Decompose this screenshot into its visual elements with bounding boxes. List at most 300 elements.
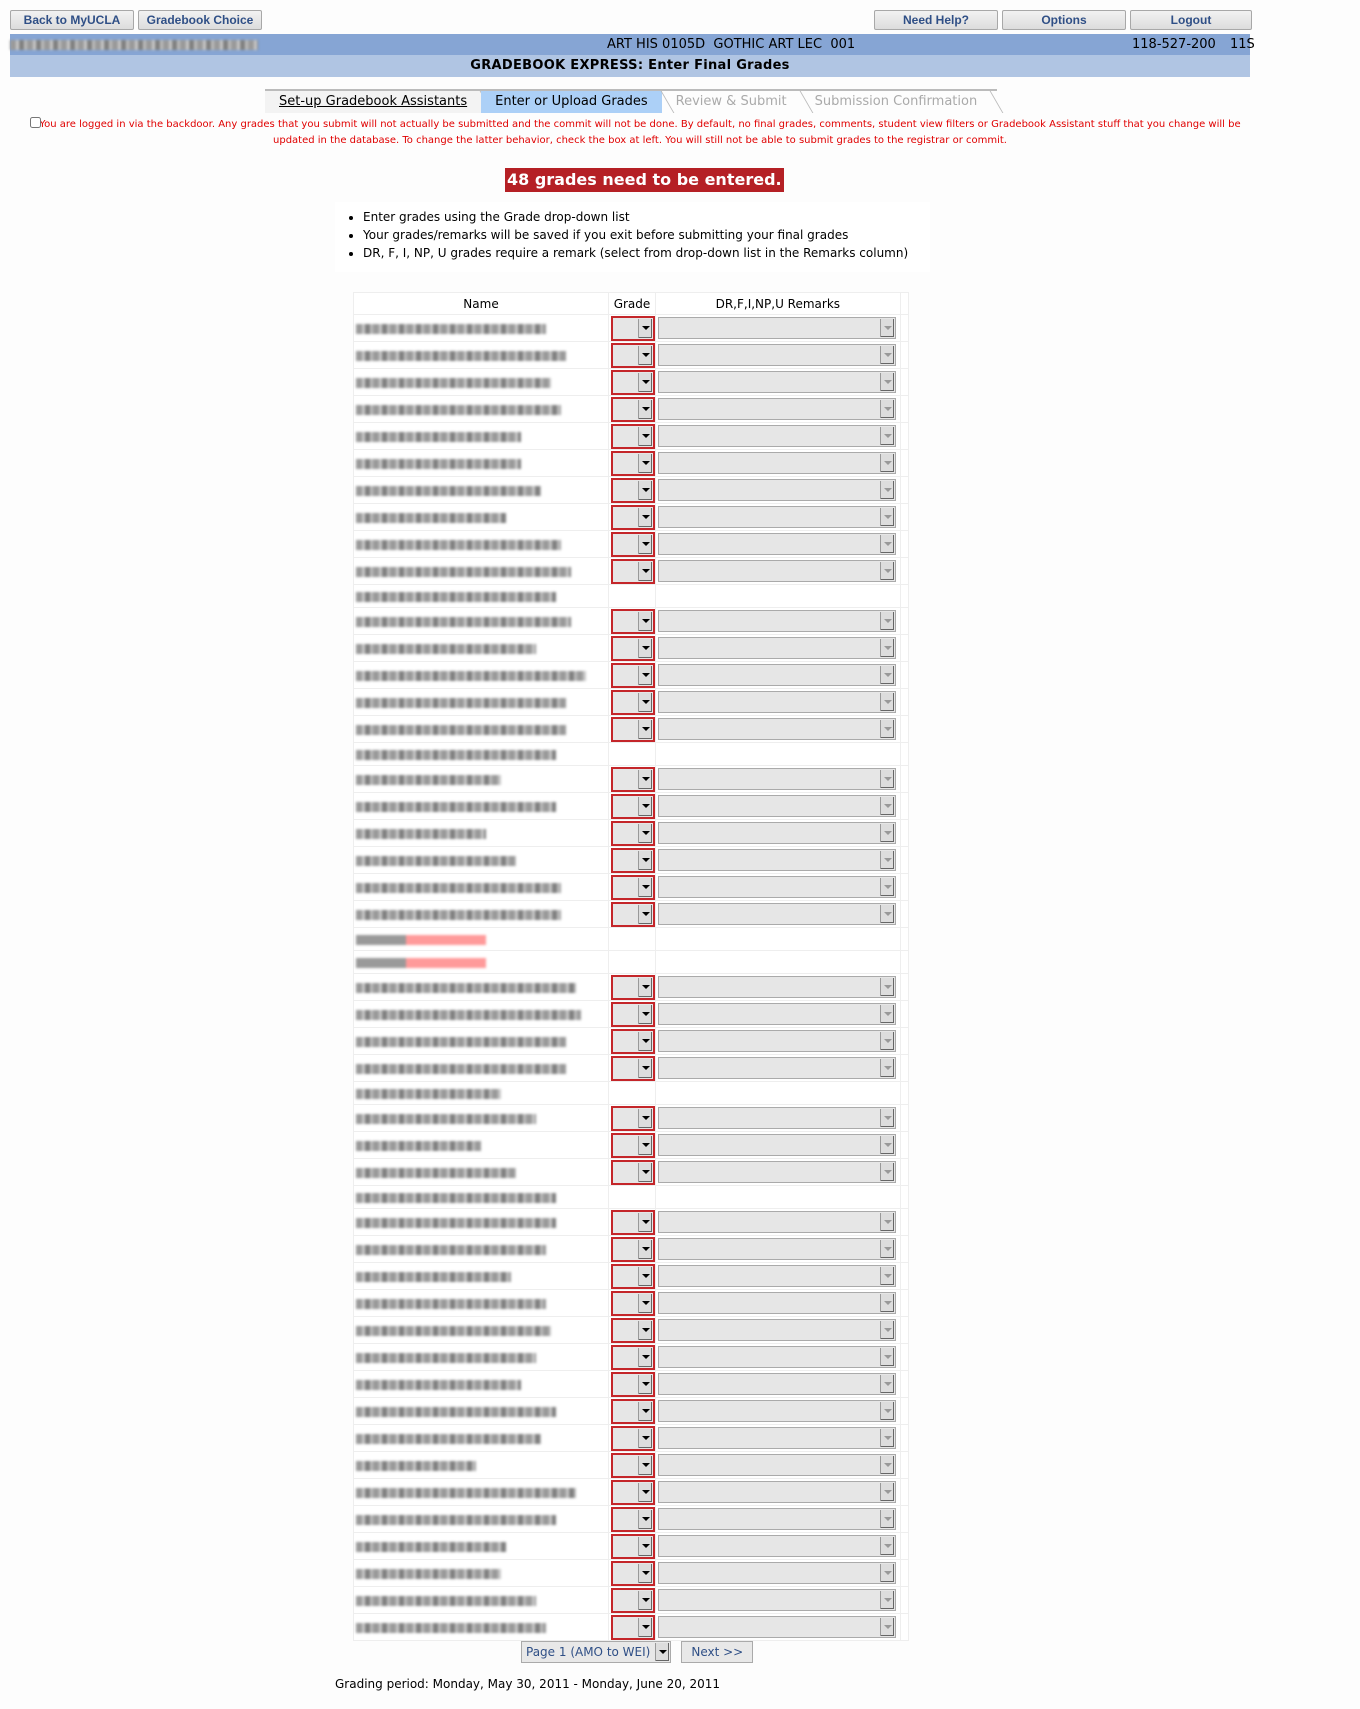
table-row <box>354 1560 909 1587</box>
table-row <box>354 1082 909 1105</box>
spacer-cell <box>900 716 908 743</box>
grade-cell <box>609 608 656 635</box>
spacer-cell <box>900 901 908 928</box>
grade-select[interactable] <box>611 1345 655 1370</box>
table-row <box>354 928 909 951</box>
grade-cell <box>609 874 656 901</box>
page-select[interactable] <box>521 1641 671 1663</box>
student-name-cell <box>354 743 609 766</box>
chevron-down-icon <box>638 1510 652 1529</box>
chevron-down-icon <box>880 1163 894 1181</box>
grade-select[interactable] <box>611 1453 655 1478</box>
chevron-down-icon <box>880 1213 894 1231</box>
spacer-cell <box>900 396 908 423</box>
student-name-cell <box>354 1317 609 1344</box>
grade-cell <box>609 635 656 662</box>
grade-select[interactable] <box>611 663 655 688</box>
student-name-cell <box>354 793 609 820</box>
table-row <box>354 1186 909 1209</box>
remarks-select[interactable] <box>658 1427 896 1449</box>
chevron-down-icon <box>638 666 652 685</box>
remarks-cell <box>656 874 901 901</box>
grade-select[interactable] <box>611 316 655 341</box>
spacer-cell <box>900 450 908 477</box>
student-name-blurred <box>356 405 561 415</box>
remarks-select[interactable] <box>658 664 896 686</box>
grade-cell <box>609 1159 656 1186</box>
spacer-cell <box>900 1186 908 1209</box>
grade-select[interactable] <box>611 1237 655 1262</box>
grade-cell <box>609 558 656 585</box>
grade-select[interactable] <box>611 1588 655 1613</box>
spacer-cell <box>900 1290 908 1317</box>
remarks-cell <box>656 450 901 477</box>
grade-select[interactable] <box>611 794 655 819</box>
spacer-cell <box>900 1028 908 1055</box>
remarks-select[interactable] <box>658 718 896 740</box>
chevron-down-icon <box>655 1643 669 1661</box>
student-name-cell <box>354 901 609 928</box>
remarks-cell <box>656 1290 901 1317</box>
chevron-down-icon <box>638 639 652 658</box>
chevron-down-icon <box>638 797 652 816</box>
remarks-select[interactable] <box>658 452 896 474</box>
grade-cell <box>609 820 656 847</box>
table-row <box>354 1452 909 1479</box>
grade-select[interactable] <box>611 532 655 557</box>
grade-cell <box>609 1398 656 1425</box>
table-row <box>354 1132 909 1159</box>
remarks-select[interactable] <box>658 1030 896 1052</box>
grade-select[interactable] <box>611 451 655 476</box>
student-name-cell <box>354 396 609 423</box>
remarks-select[interactable] <box>658 976 896 998</box>
student-name-blurred <box>356 910 561 920</box>
spacer-cell <box>900 504 908 531</box>
grade-select[interactable] <box>611 875 655 900</box>
remarks-select[interactable] <box>658 1319 896 1341</box>
next-page-button[interactable]: Next >> <box>681 1641 753 1663</box>
remarks-select[interactable] <box>658 317 896 339</box>
chevron-down-icon <box>880 1267 894 1285</box>
remarks-select[interactable] <box>658 425 896 447</box>
remarks-select[interactable] <box>658 1589 896 1611</box>
table-row <box>354 477 909 504</box>
remarks-cell <box>656 1614 901 1641</box>
student-name-blurred <box>356 750 556 760</box>
remarks-cell <box>656 689 901 716</box>
remarks-select[interactable] <box>658 1107 896 1129</box>
grade-cell <box>609 396 656 423</box>
remarks-select[interactable] <box>658 849 896 871</box>
spacer-cell <box>900 531 908 558</box>
student-name-cell <box>354 689 609 716</box>
grades-needed-banner: 48 grades need to be entered. <box>505 168 784 192</box>
grade-select[interactable] <box>611 609 655 634</box>
grade-cell <box>609 743 656 766</box>
student-name-cell <box>354 951 609 974</box>
instruction-item: • Your grades/remarks will be saved if you exit before submitting your final grades <box>363 226 930 244</box>
chevron-down-icon <box>880 1618 894 1636</box>
remarks-select[interactable] <box>658 1535 896 1557</box>
grade-select[interactable] <box>611 505 655 530</box>
spacer-cell <box>900 662 908 689</box>
need-help-button[interactable]: Need Help? <box>874 10 998 30</box>
grade-select[interactable] <box>611 559 655 584</box>
grade-select[interactable] <box>611 902 655 927</box>
student-name-blurred <box>356 432 521 442</box>
remarks-select[interactable] <box>658 1373 896 1395</box>
table-row <box>354 608 909 635</box>
remarks-select[interactable] <box>658 691 896 713</box>
remarks-select[interactable] <box>658 1481 896 1503</box>
student-name-blurred <box>356 1193 556 1203</box>
grade-select[interactable] <box>611 1210 655 1235</box>
grade-select[interactable] <box>611 478 655 503</box>
logout-button[interactable]: Logout <box>1130 10 1252 30</box>
col-grade: Grade <box>609 293 656 315</box>
student-name-blurred <box>356 1515 556 1525</box>
spacer-cell <box>900 423 908 450</box>
remarks-select[interactable] <box>658 1400 896 1422</box>
student-name-cell <box>354 1560 609 1587</box>
remarks-select[interactable] <box>658 637 896 659</box>
student-name-cell <box>354 315 609 342</box>
remarks-select[interactable] <box>658 822 896 844</box>
grade-select[interactable] <box>611 370 655 395</box>
grade-select[interactable] <box>611 1056 655 1081</box>
remarks-cell <box>656 315 901 342</box>
chevron-down-icon <box>638 1294 652 1313</box>
remarks-select[interactable] <box>658 1003 896 1025</box>
chevron-down-icon <box>880 1109 894 1127</box>
grade-cell <box>609 1055 656 1082</box>
table-row <box>354 1055 909 1082</box>
grade-cell <box>609 1614 656 1641</box>
table-row <box>354 558 909 585</box>
grade-select[interactable] <box>611 636 655 661</box>
student-name-cell <box>354 450 609 477</box>
spacer-cell <box>900 1055 908 1082</box>
student-name-cell <box>354 504 609 531</box>
student-name-cell <box>354 1055 609 1082</box>
remarks-cell <box>656 766 901 793</box>
student-name-cell <box>354 558 609 585</box>
remarks-select[interactable] <box>658 1265 896 1287</box>
grade-select[interactable] <box>611 343 655 368</box>
grade-cell <box>609 1186 656 1209</box>
student-name-blurred <box>356 1407 556 1417</box>
chevron-down-icon <box>638 562 652 581</box>
student-name-cell <box>354 928 609 951</box>
student-name-cell <box>354 1105 609 1132</box>
remarks-cell <box>656 1132 901 1159</box>
remarks-select[interactable] <box>658 371 896 393</box>
grade-cell <box>609 1105 656 1132</box>
grade-select[interactable] <box>611 1534 655 1559</box>
chevron-down-icon <box>880 797 894 815</box>
table-row <box>354 951 909 974</box>
table-row <box>354 396 909 423</box>
chevron-down-icon <box>880 1348 894 1366</box>
student-name-blurred <box>356 1010 581 1020</box>
remarks-cell <box>656 585 901 608</box>
grade-select[interactable] <box>611 690 655 715</box>
pager <box>521 1641 753 1663</box>
remarks-cell <box>656 743 901 766</box>
chevron-down-icon <box>638 693 652 712</box>
grade-cell <box>609 1533 656 1560</box>
grade-select[interactable] <box>611 1615 655 1640</box>
grade-cell <box>609 1001 656 1028</box>
grade-select[interactable] <box>611 1507 655 1532</box>
student-name-blurred <box>356 1623 546 1633</box>
remarks-select[interactable] <box>658 1292 896 1314</box>
table-row <box>354 450 909 477</box>
back-to-myucla-button[interactable]: Back to MyUCLA <box>10 10 134 30</box>
grade-select[interactable] <box>611 1160 655 1185</box>
spacer-cell <box>900 315 908 342</box>
remarks-select[interactable] <box>658 560 896 582</box>
remarks-select[interactable] <box>658 1134 896 1156</box>
remarks-cell <box>656 504 901 531</box>
chevron-down-icon <box>880 639 894 657</box>
remarks-cell <box>656 1082 901 1105</box>
grade-cell <box>609 450 656 477</box>
chevron-down-icon <box>880 1375 894 1393</box>
student-name-cell <box>354 531 609 558</box>
grade-select[interactable] <box>611 1002 655 1027</box>
term: 11S <box>1230 37 1255 52</box>
table-row <box>354 1263 909 1290</box>
remarks-select[interactable] <box>658 903 896 925</box>
student-name-blurred <box>356 513 506 523</box>
grade-select[interactable] <box>611 1106 655 1131</box>
remarks-cell <box>656 901 901 928</box>
student-name-cell <box>354 1587 609 1614</box>
grade-select[interactable] <box>611 821 655 846</box>
remarks-cell <box>656 531 901 558</box>
spacer-cell <box>900 369 908 396</box>
student-name-cell <box>354 1452 609 1479</box>
grade-select[interactable] <box>611 975 655 1000</box>
remarks-select[interactable] <box>658 1454 896 1476</box>
student-name-blurred <box>356 1380 521 1390</box>
grade-select[interactable] <box>611 1133 655 1158</box>
spacer-cell <box>900 1398 908 1425</box>
chevron-down-icon <box>880 481 894 499</box>
grade-cell <box>609 974 656 1001</box>
chevron-down-icon <box>880 373 894 391</box>
spacer-cell <box>900 1209 908 1236</box>
page-title: GRADEBOOK EXPRESS: Enter Final Grades <box>10 55 1250 77</box>
chevron-down-icon <box>880 1059 894 1077</box>
remarks-cell <box>656 396 901 423</box>
student-name-blurred <box>356 1168 516 1178</box>
remarks-cell <box>656 1344 901 1371</box>
remarks-select[interactable] <box>658 506 896 528</box>
table-row <box>354 1290 909 1317</box>
remarks-select[interactable] <box>658 1346 896 1368</box>
student-name-cell <box>354 662 609 689</box>
student-name-blurred <box>356 1461 476 1471</box>
spacer-cell <box>900 1533 908 1560</box>
spacer-cell <box>900 585 908 608</box>
instruction-item: • Enter grades using the Grade drop-down list <box>363 208 930 226</box>
instruction-item: • DR, F, I, NP, U grades require a remark (select from drop-down list in the Remarks column) <box>363 244 930 262</box>
table-row <box>354 1344 909 1371</box>
spacer-cell <box>900 1159 908 1186</box>
grade-select[interactable] <box>611 717 655 742</box>
grade-select[interactable] <box>611 1480 655 1505</box>
grade-cell <box>609 477 656 504</box>
remarks-select[interactable] <box>658 479 896 501</box>
chevron-down-icon <box>638 1213 652 1232</box>
student-name-blurred <box>356 592 556 602</box>
student-name-blurred <box>356 617 571 627</box>
student-name-blurred <box>356 324 546 334</box>
grade-select[interactable] <box>611 424 655 449</box>
spacer-cell <box>900 608 908 635</box>
remarks-cell <box>656 1159 901 1186</box>
student-name-cell <box>354 342 609 369</box>
chevron-down-icon <box>638 454 652 473</box>
table-row <box>354 1105 909 1132</box>
spacer-cell <box>900 1105 908 1132</box>
spacer-cell <box>900 874 908 901</box>
grade-select[interactable] <box>611 767 655 792</box>
spacer-cell <box>900 847 908 874</box>
grade-cell <box>609 793 656 820</box>
remarks-cell <box>656 1425 901 1452</box>
student-name-cell <box>354 1028 609 1055</box>
student-name-blurred <box>356 1037 566 1047</box>
student-name-cell <box>354 1001 609 1028</box>
student-name-blurred <box>356 1569 501 1579</box>
chevron-down-icon <box>880 666 894 684</box>
table-row <box>354 1028 909 1055</box>
remarks-select[interactable] <box>658 1211 896 1233</box>
chevron-down-icon <box>638 346 652 365</box>
chevron-down-icon <box>638 905 652 924</box>
chevron-down-icon <box>880 1483 894 1501</box>
grade-select[interactable] <box>611 1399 655 1424</box>
remarks-cell <box>656 820 901 847</box>
update-db-checkbox[interactable] <box>30 117 41 128</box>
remarks-cell <box>656 1263 901 1290</box>
remarks-select[interactable] <box>658 1238 896 1260</box>
chevron-down-icon <box>638 1429 652 1448</box>
table-row <box>354 1479 909 1506</box>
grade-cell <box>609 1290 656 1317</box>
step-setup[interactable]: Set-up Gradebook Assistants <box>265 91 481 113</box>
remarks-select[interactable] <box>658 1562 896 1584</box>
remarks-select[interactable] <box>658 795 896 817</box>
student-name-blurred <box>356 802 556 812</box>
grade-select[interactable] <box>611 1264 655 1289</box>
student-name-blurred <box>356 486 541 496</box>
gradebook-choice-button[interactable]: Gradebook Choice <box>138 10 262 30</box>
chevron-down-icon <box>638 1136 652 1155</box>
table-row <box>354 1587 909 1614</box>
spacer-cell <box>900 1506 908 1533</box>
course-id: 118-527-200 <box>1132 37 1216 52</box>
remarks-select[interactable] <box>658 1616 896 1638</box>
remarks-cell <box>656 974 901 1001</box>
student-name-blurred <box>356 1064 566 1074</box>
remarks-select[interactable] <box>658 398 896 420</box>
table-row <box>354 504 909 531</box>
grade-cell <box>609 766 656 793</box>
spacer-cell <box>900 1614 908 1641</box>
chevron-down-icon <box>880 1294 894 1312</box>
remarks-select[interactable] <box>658 533 896 555</box>
remarks-select[interactable] <box>658 344 896 366</box>
remarks-select[interactable] <box>658 768 896 790</box>
progress-steps <box>265 89 997 113</box>
grade-select[interactable] <box>611 1029 655 1054</box>
remarks-cell <box>656 1560 901 1587</box>
grade-select[interactable] <box>611 1291 655 1316</box>
course-title: ART HIS 0105D GOTHIC ART LEC 001 <box>607 37 856 52</box>
student-name-cell <box>354 1159 609 1186</box>
spacer-cell <box>900 820 908 847</box>
remarks-select[interactable] <box>658 610 896 632</box>
grading-period: Grading period: Monday, May 30, 2011 - Monday, June 20, 2011 <box>335 1677 721 1691</box>
chevron-down-icon <box>880 1591 894 1609</box>
table-row <box>354 315 909 342</box>
options-button[interactable]: Options <box>1002 10 1126 30</box>
remarks-cell <box>656 1317 901 1344</box>
grade-select[interactable] <box>611 1318 655 1343</box>
student-name-blurred <box>356 883 561 893</box>
step-review: Review & Submit <box>662 91 801 113</box>
grade-select[interactable] <box>611 1372 655 1397</box>
chevron-down-icon <box>880 770 894 788</box>
spacer-cell <box>900 1001 908 1028</box>
grade-cell <box>609 1587 656 1614</box>
student-name-cell <box>354 1371 609 1398</box>
table-row <box>354 901 909 928</box>
student-name-cell <box>354 1263 609 1290</box>
chevron-down-icon <box>638 1240 652 1259</box>
student-name-blurred <box>356 378 551 388</box>
grade-select[interactable] <box>611 1426 655 1451</box>
remarks-select[interactable] <box>658 1161 896 1183</box>
grade-cell <box>609 1209 656 1236</box>
grade-select[interactable] <box>611 1561 655 1586</box>
student-name-cell <box>354 1479 609 1506</box>
remarks-select[interactable] <box>658 1057 896 1079</box>
chevron-down-icon <box>880 1564 894 1582</box>
remarks-select[interactable] <box>658 1508 896 1530</box>
student-name-cell <box>354 477 609 504</box>
remarks-select[interactable] <box>658 876 896 898</box>
grade-cell <box>609 716 656 743</box>
table-row <box>354 1236 909 1263</box>
grade-select[interactable] <box>611 848 655 873</box>
spacer-cell <box>900 342 908 369</box>
table-row <box>354 1425 909 1452</box>
grade-cell <box>609 689 656 716</box>
chevron-down-icon <box>638 1564 652 1583</box>
spacer-cell <box>900 1236 908 1263</box>
student-name-blurred <box>356 1114 536 1124</box>
student-name-blurred <box>356 983 576 993</box>
grade-select[interactable] <box>611 397 655 422</box>
chevron-down-icon <box>638 1032 652 1051</box>
chevron-down-icon <box>880 562 894 580</box>
